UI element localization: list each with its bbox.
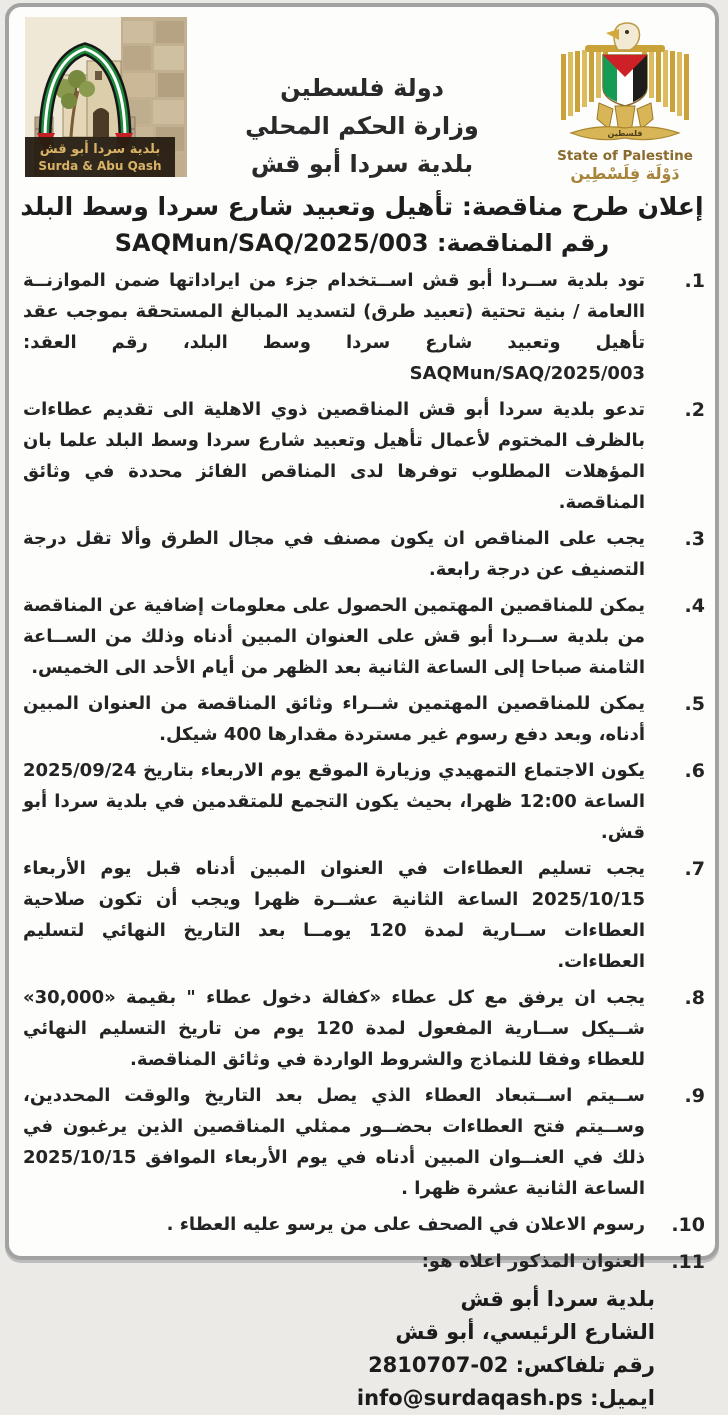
item-text: يجب تسليم العطاءات في العنوان المبين أدناه قبل يوم الأربعاء 2025/10/15 الساعة الثانية عشــرة ظهرا ويجب أن تكون صلاحية العطاءات ســارية لمدة 120 يومــا بعد التاريخ النهائي لتسليم العطاءات.	[23, 858, 645, 972]
item-number: .9	[684, 1085, 705, 1107]
palestine-eagle-icon	[555, 21, 695, 143]
state-title: دولة فلسطين	[280, 74, 444, 102]
item-number: .5	[684, 693, 705, 715]
list-item	[23, 755, 705, 848]
item-number: .6	[684, 760, 705, 782]
municipality-logo-image	[25, 17, 187, 177]
scroll-banner-text: فلسطين	[607, 129, 643, 138]
item-text: ســيتم اســتبعاد العطاء الذي يصل بعد التاريخ والوقت المحددين، وســيتم فتح العطاءات بحضــور ممثلي المناقصين الذين يرغبون في ذلك في العنــوان المبين أدناه في يوم الأربعاء الموافق 2025/10/15 الساعة الثانية عشرة ظهرا .	[23, 1085, 645, 1199]
logo-english-label: Surda & Abu Qash	[38, 159, 162, 173]
list-item	[23, 265, 705, 389]
list-item	[23, 688, 705, 750]
item-number: .1	[684, 270, 705, 292]
document-header	[9, 7, 715, 259]
emblem-english-label: State of Palestine	[557, 148, 693, 164]
address-line: رقم تلفاكس: 02-2810707	[368, 1353, 655, 1377]
municipality-title: بلدية سردا أبو قش	[250, 150, 474, 178]
list-item	[23, 1080, 705, 1204]
item-text: العنوان المذكور اعلاه هو:	[421, 1251, 645, 1272]
item-number: .3	[684, 528, 705, 550]
announcement-title: إعلان طرح مناقصة: تأهيل وتعبيد شارع سردا وسط البلد	[20, 192, 704, 221]
address-line: الشارع الرئيسي، أبو قش	[395, 1320, 655, 1344]
emblem-arabic-label: دَوْلَة فِلَسْطِين	[570, 164, 680, 183]
item-text: يمكن للمناقصين المهتمين شــراء وثائق المناقصة من العنوان المبين أدناه، وبعد دفع رسوم غير مستردة مقدارها 400 شيكل.	[23, 693, 645, 745]
item-text: تود بلدية ســردا أبو قش اســتخدام جزء من ايراداتها ضمن الموازنــة االعامة / بنية تحتية (تعبيد طرق) لتسديد المبالغ المستحقة بموجب عقد تأهيل وتعبيد شارع سردا وسط البلد، رقم العقد: SAQMun/SAQ/2025/003	[23, 270, 645, 384]
item-number: .7	[684, 858, 705, 880]
item-text: يمكن للمناقصين المهتمين الحصول على معلومات إضافية عن المناقصة من بلدية ســردا أبو قش على العنوان المبين أدناه وذلك من الســاعة الثامنة صباحا إلى الساعة الثانية بعد الظهر من أيام الأحد الى الخميس.	[23, 595, 645, 678]
item-number: .2	[684, 399, 705, 421]
item-text: يجب على المناقص ان يكون مصنف في مجال الطرق وألا تقل درجة التصنيف عن درجة رابعة.	[23, 528, 645, 580]
item-text: يكون الاجتماع التمهيدي وزيارة الموقع يوم الاربعاء بتاريخ 2025/09/24 الساعة 12:00 ظهرا، بحيث يكون التجمع للمتقدمين في بلدية سردا أبو قش.	[23, 760, 646, 843]
item-number: .11	[671, 1251, 705, 1273]
address-line: ايميل: info@surdaqash.ps	[356, 1386, 655, 1410]
list-item	[23, 394, 705, 518]
scroll-banner-graphic	[571, 127, 679, 140]
ministry-title: وزارة الحكم المحلي	[245, 112, 479, 140]
item-text: رسوم الاعلان في الصحف على من يرسو عليه العطاء .	[166, 1214, 645, 1235]
municipality-logo	[25, 17, 187, 177]
item-text: تدعو بلدية سردا أبو قش المناقصين ذوي الاهلية الى تقديم عطاءات بالظرف المختوم لأعمال تأهيل وتعبيد شارع سردا وسط البلد علما بان المؤهلات المطلوب توفرها لدى المناقص الفائز محددة في وثائق المناقصة.	[23, 399, 645, 513]
flag-shield-graphic	[603, 55, 647, 106]
list-item	[23, 853, 705, 977]
tender-announcement-document	[5, 3, 719, 1410]
list-item	[23, 523, 705, 585]
list-item	[23, 1209, 705, 1241]
item-number: .10	[671, 1214, 705, 1236]
tender-number: رقم المناقصة: SAQMun/SAQ/2025/003	[114, 229, 610, 257]
address-line: بلدية سردا أبو قش	[460, 1287, 655, 1311]
palestine-emblem	[549, 21, 701, 183]
item-number: .4	[684, 595, 705, 617]
address-block	[9, 1283, 655, 1415]
logo-arabic-label: بلدية سردا أبو قش	[39, 142, 161, 157]
tender-terms-list	[9, 259, 715, 1278]
list-item	[23, 1246, 705, 1278]
item-text: يجب ان يرفق مع كل عطاء «كفالة دخول عطاء " بقيمة «30,000» شــيكل ســارية المفعول لمدة 120 يوم من تاريخ التسليم النهائي للعطاء وفقا للنماذج والشروط الواردة في وثائق المناقصة.	[23, 987, 645, 1070]
list-item	[23, 590, 705, 683]
list-item	[23, 982, 705, 1075]
item-number: .8	[684, 987, 705, 1009]
